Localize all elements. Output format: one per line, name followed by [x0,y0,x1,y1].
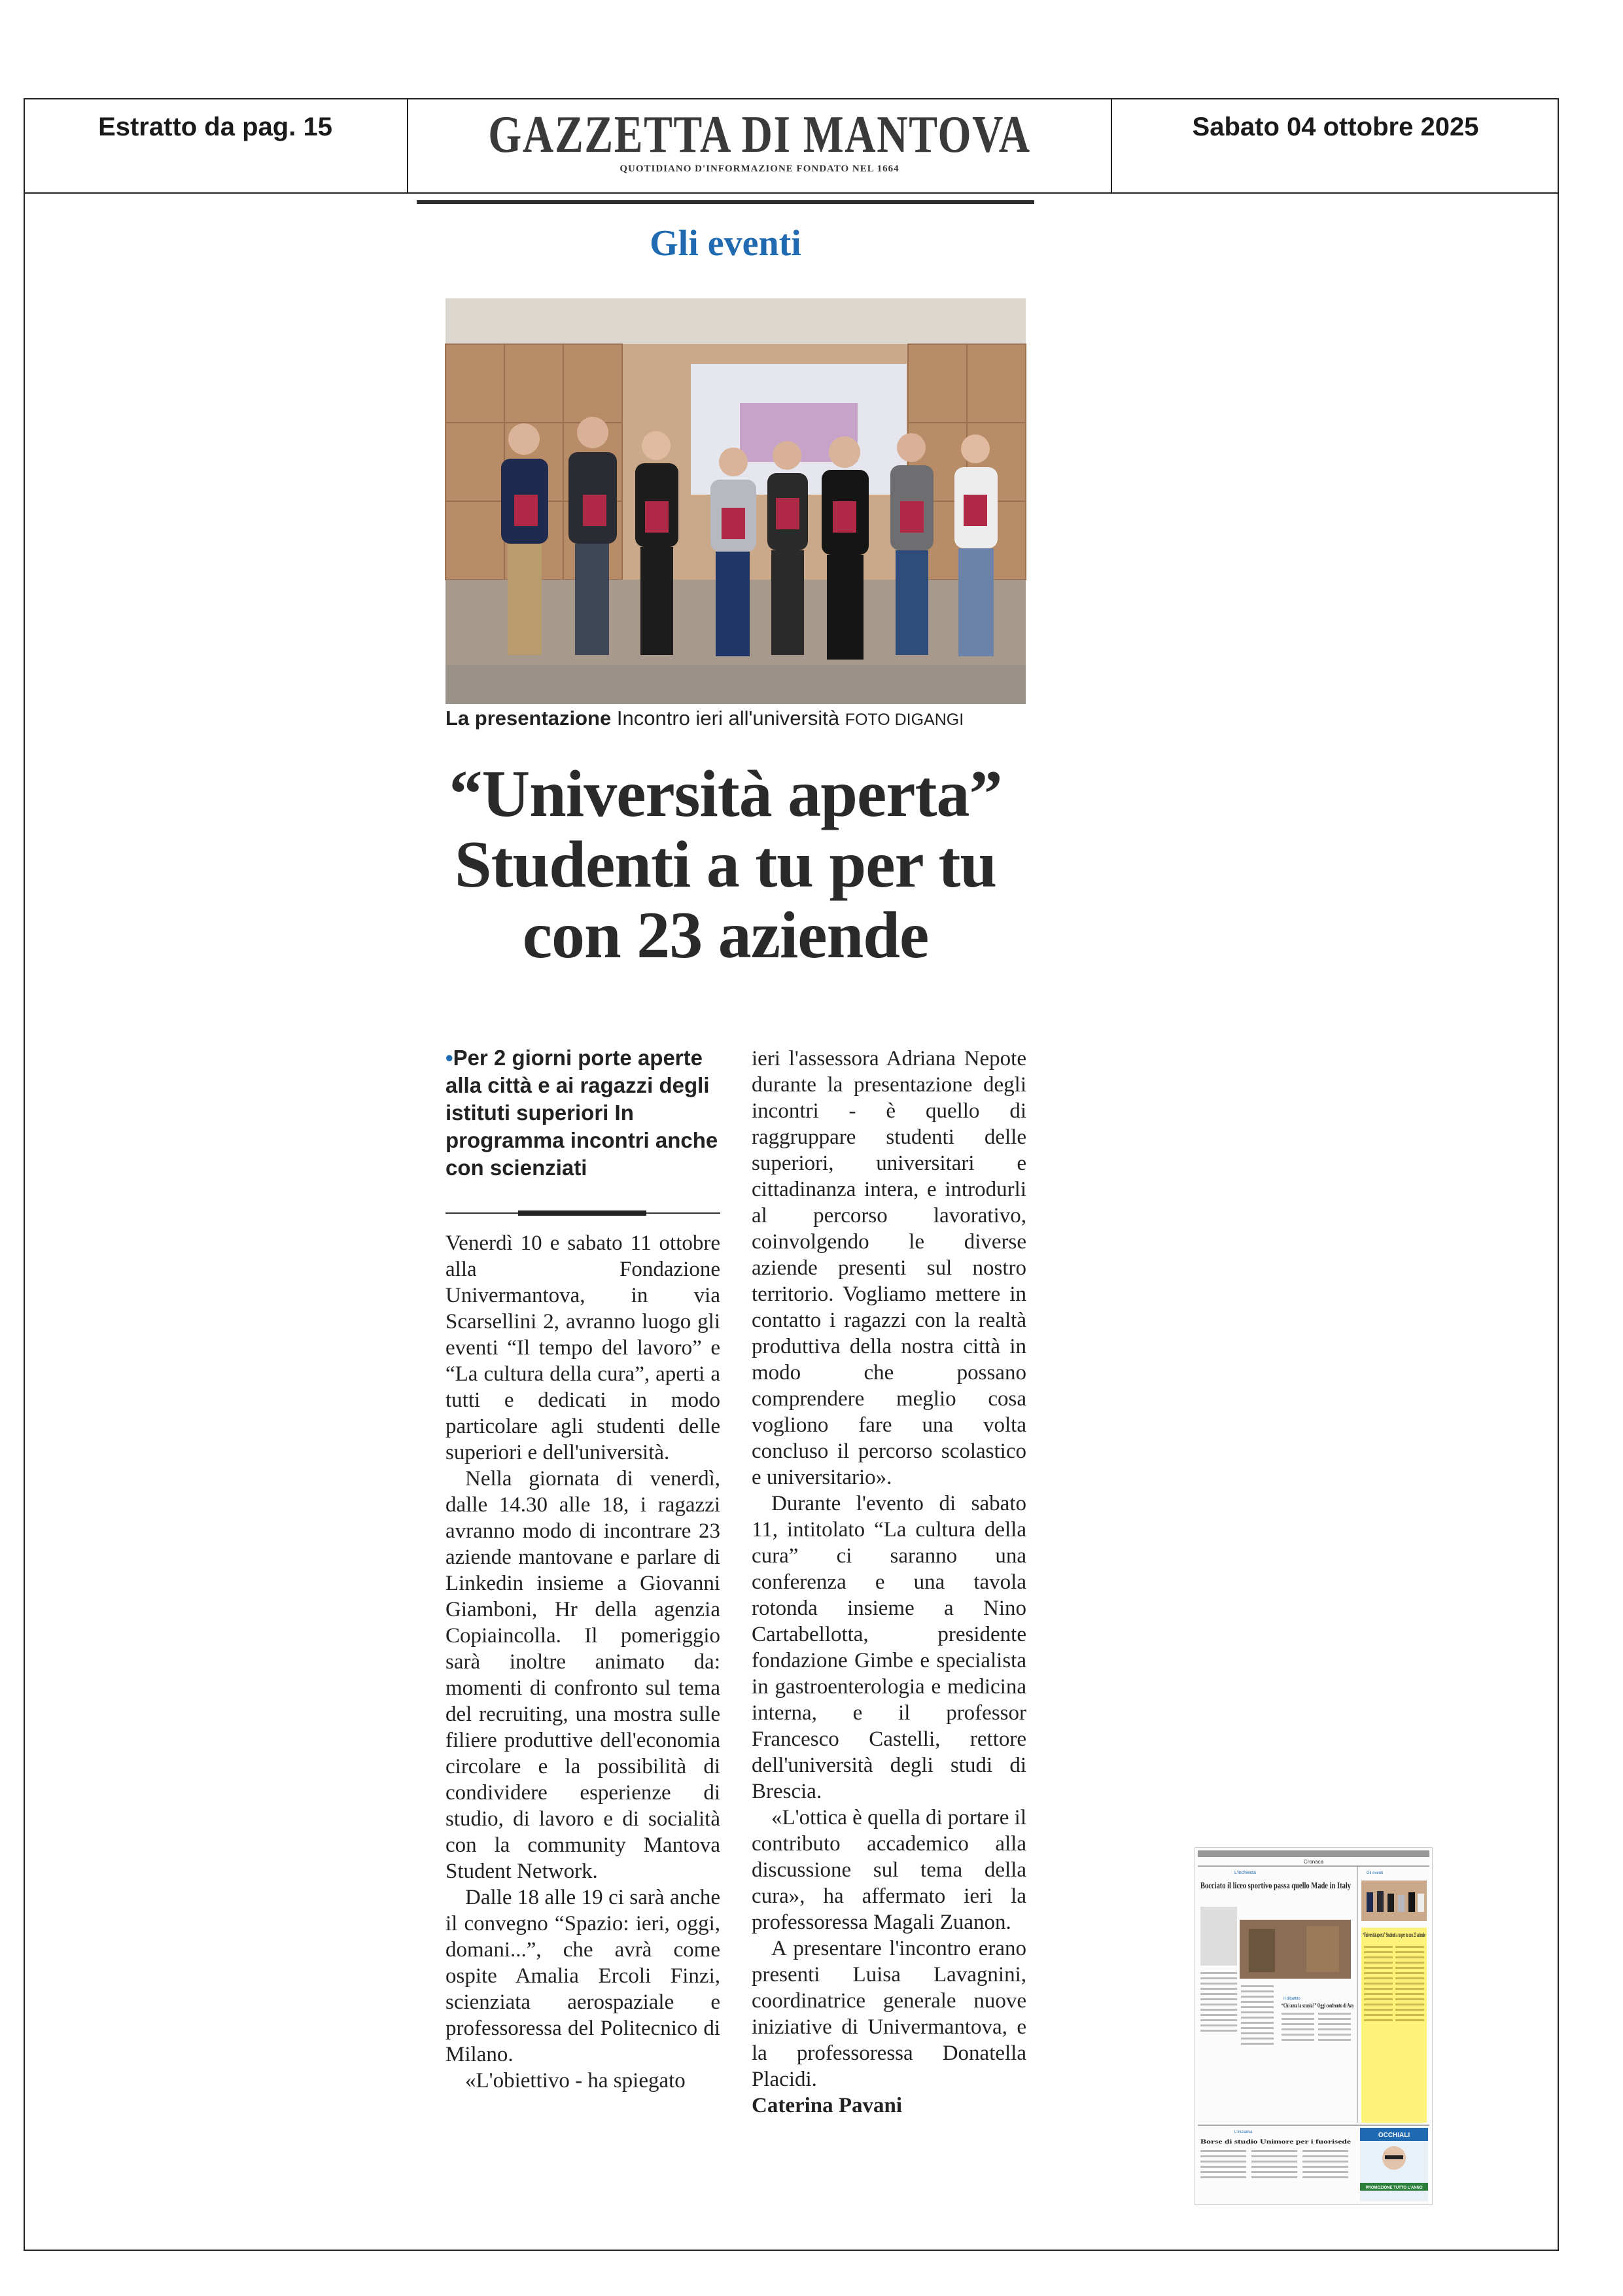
section-title: Gli eventi [650,223,801,264]
thumb-page-title: Cronaca [1303,1859,1324,1865]
thumb-story1-title: Bocciato il liceo sportivo passa quello Made in Italy [1200,1881,1351,1891]
paragraph: «L'ottica è quella di portare il contributo accademico alla discussione sul tema della cura», ha affermato ieri la professoressa Magali Zuanon. [752,1806,1026,1934]
caption-text: Incontro ieri all'università [616,707,840,730]
thumb-story1-kicker: L'inchiesta [1234,1871,1256,1875]
article-column-2 [752,1046,1026,2119]
page-header [24,98,1559,194]
newspaper-tagline: QUOTIDIANO D'INFORMAZIONE FONDATO NEL 1664 [620,164,899,174]
headline-line-3: con 23 aziende [522,898,929,972]
bullet-icon: • [445,1046,453,1070]
article-byline: Caterina Pavani [752,2094,903,2117]
summary-rule-accent [518,1210,646,1216]
page-thumbnail [1195,1847,1433,2205]
section-rule [417,200,1034,204]
article-photo [445,298,1026,704]
paragraph: Durante l'evento di sabato 11, intitolato “La cultura della cura” ci saranno una conferenza e una tavola rotonda insieme a Nino Cartabellotta, presidente fondazione Gimbe e specialista in gastroenterologia e medicina interna, e il professor Francesco Castelli, rettore dell'università degli studi di Brescia. [752,1492,1026,1803]
page-thumbnail-illustration [1195,1848,1432,2204]
thumb-story3-kicker: Il dibattito [1283,1997,1300,2001]
thumb-story3-title: “Chi ama la scuola?” Oggi confronto di Ava [1282,2002,1354,2009]
newspaper-masthead: GAZZETTA DI MANTOVA [488,106,1031,164]
photo-caption [445,707,1034,730]
thumb-story2-kicker: Gli eventi [1367,1871,1384,1875]
excerpt-label: Estratto da pag. 15 [98,113,332,141]
thumb-story2-title: “Università aperta” Studenti a tu per tu con 23 aziende [1363,1932,1425,1938]
caption-credit: FOTO DIGANGI [845,711,964,729]
summary-text: Per 2 giorni porte aperte alla città e ai ragazzi degli istituti superiori In programma incontri anche con scienziati [445,1046,718,1180]
headline-line-1: “Università aperta” [449,757,1002,831]
caption-lead: La presentazione [445,707,612,730]
thumb-story4-kicker: L'iniziativa [1234,2130,1253,2134]
paragraph: Venerdì 10 e sabato 11 ottobre alla Fondazione Univermantova, in via Scarsellini 2, avranno luogo gli eventi “Il tempo del lavoro” e “La cultura della cura”, aperti a tutti e dedicati in modo particolare agli studenti delle superiori e dell'università. [445,1231,720,1464]
group-photo-illustration [445,298,1026,704]
thumb-story4-title: Borse di studio Unimore per i fuorisede [1200,2138,1352,2145]
article-summary [445,1044,720,1182]
date-cell [1112,98,1559,192]
publication-date: Sabato 04 ottobre 2025 [1192,113,1479,141]
paragraph: Nella giornata di venerdì, dalle 14.30 alle 18, i ragazzi avranno modo di incontrare 23 aziende mantovane e parlare di Linkedin insieme a Giovanni Giamboni, Hr della agenzia Copiaincolla. Il pomeriggio sarà inoltre animato da: momenti di confronto sul tema del recruiting, una mostra sulle filiere produttive dell'economia circolare e la possibilità di condividere esperienze di studio, di lavoro e di socialità con la community Mantova Student Network. [445,1467,720,1883]
headline-line-2: Studenti a tu per tu [454,828,997,902]
paragraph: ieri l'assessora Adriana Nepote durante la presentazione degli incontri - è quello di raggruppare studenti delle superiori, universitari e cittadinanza intera, e introdurli al percorso lavorativo, coinvolgendo le diverse aziende presenti sul nostro territorio. Vogliamo mettere in contatto i ragazzi con la realtà produttiva della nostra città in modo che possano comprendere meglio cosa vogliono fare una volta concluso il percorso scolastico e universitario». [752,1047,1026,1489]
thumb-ad-promo: PROMOZIONE TUTTO L'ANNO [1365,2186,1423,2190]
paragraph: «L'obiettivo - ha spiegato [465,2069,686,2093]
article-headline [417,759,1034,971]
excerpt-cell [24,98,408,192]
paragraph: Dalle 18 alle 19 ci sarà anche il convegno “Spazio: ieri, oggi, domani...”, che avrà come ospite Amalia Ercoli Finzi, scienziata aerospaziale e professoressa del Politecnico di Milano. [445,1886,720,2066]
article-column-1 [445,1230,720,2094]
thumb-ad-label: OCCHIALI [1378,2132,1410,2139]
paragraph: A presentare l'incontro erano presenti Luisa Lavagnini, coordinatrice generale nuove iniziative di Univermantova, e la professoressa Donatella Placidi. [752,1937,1026,2091]
masthead-cell [408,98,1112,192]
